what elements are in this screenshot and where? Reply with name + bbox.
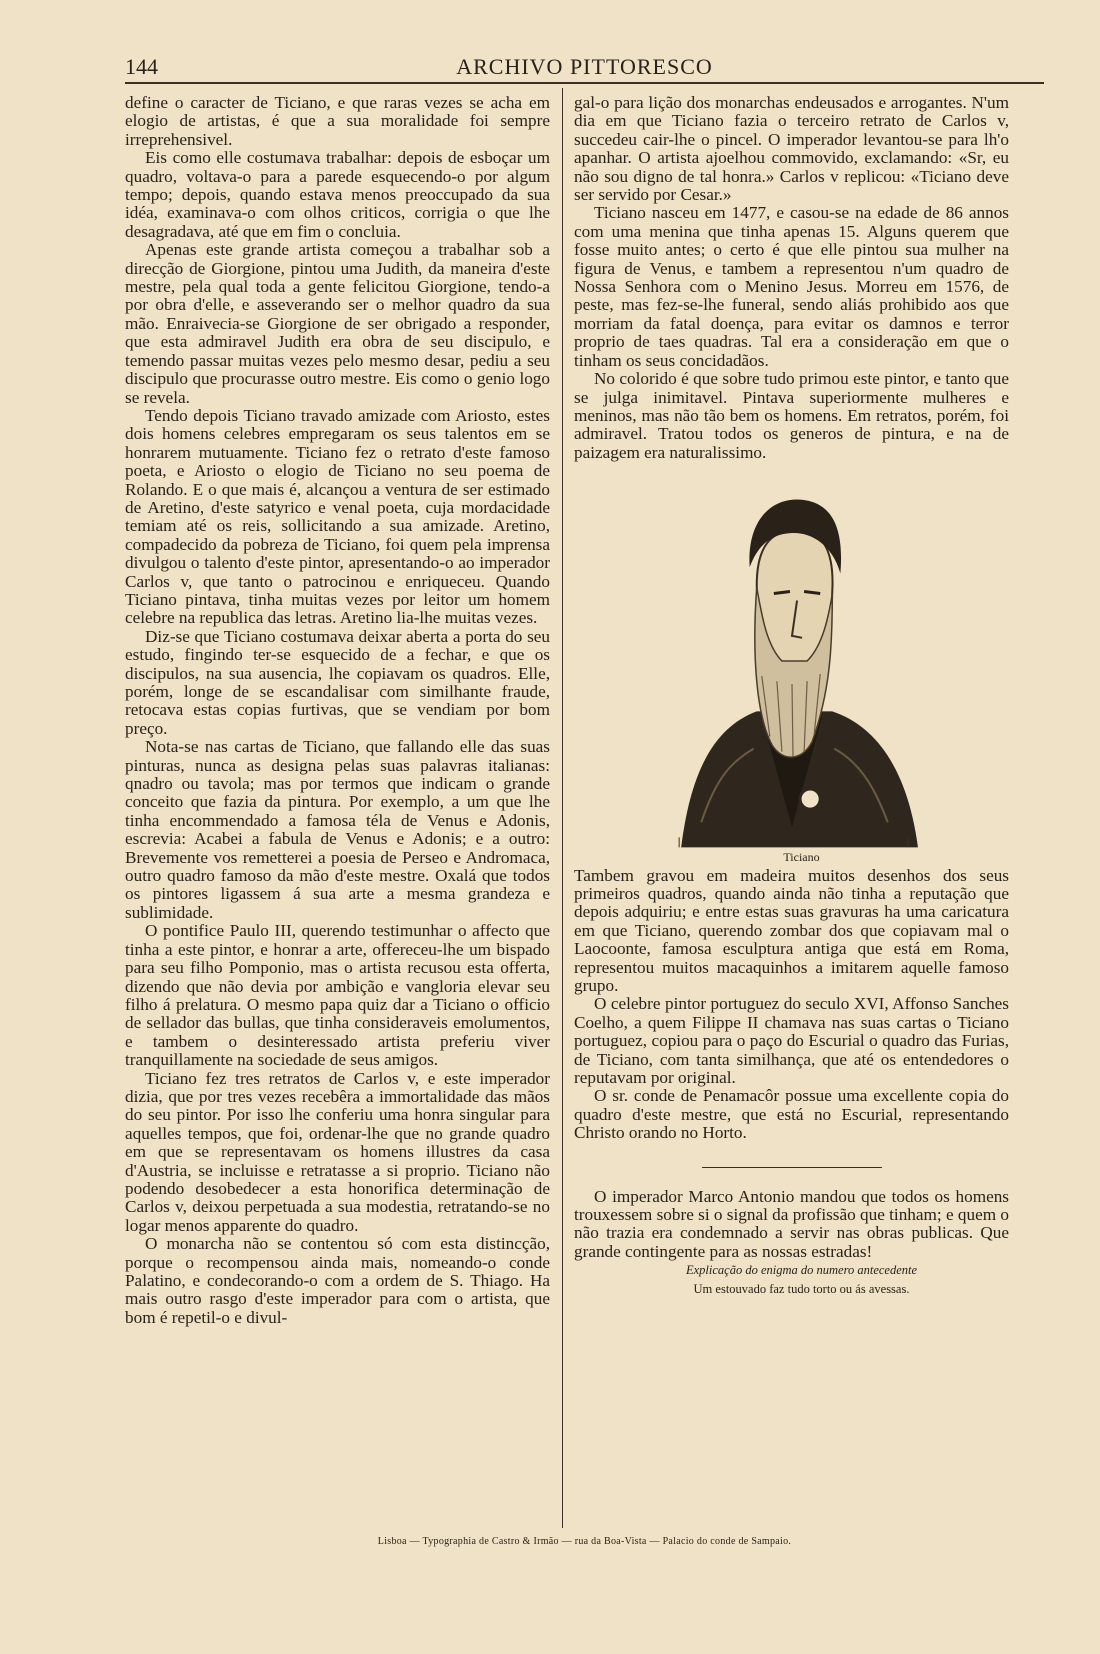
paragraph: Apenas este grande artista começou a trabalhar sob a direcção de Giorgione, pintou uma Judith, da maneira d'este mestre, pela qual toda a gente felicitou Giorgione, tendo-a por obra d'elle, e asseverando ser o melhor quadro da sua mão. Enraivecia-se Giorgione de ser obrigado a responder, que esta admiravel Judith era obra de seu discipulo, e temendo passar muitas vezes pelo mesmo desar, pediu a seu discipulo que procurasse outro mestre. Eis como o genio logo se revela.: [125, 240, 550, 407]
paragraph: No colorido é que sobre tudo primou este pintor, e tanto que se julga inimitavel. Pintava superiormente mulheres e meninos, mas não tão bem os homens. Em retratos, porém, foi admiravel. Tratou todos os generos de pintura, e na de paizagem era naturalissimo.: [574, 369, 1009, 462]
page-title: ARCHIVO PITTORESCO: [456, 54, 713, 79]
paragraph: Ticiano fez tres retratos de Carlos v, e este imperador dizia, que por tres vezes recebêra a immortalidade das mãos do seu pintor. Por isso lhe conferiu uma honra singular para aquelles tempos, que foi, ordenar-lhe que no grande quadro em que se representavam os homens illustres da casa d'Austria, se incluisse e retratasse a si proprio. Ticiano não podendo desobedecer a esta honorifica determinação de Carlos v, deixou perpetuada a sua modestia, retratando-se no logar menos apparente do quadro.: [125, 1068, 550, 1235]
section-rule: [702, 1167, 882, 1168]
portrait-caption: Ticiano: [783, 850, 820, 865]
enigma-answer: Um estouvado faz tudo torto ou ás avessas.: [693, 1281, 910, 1296]
paragraph: Tendo depois Ticiano travado amizade com Ariosto, estes dois homens celebres empregaram os seus talentos em se honrarem mutuamente. Ticiano fez o retrato d'este famoso poeta, e Ariosto o elogio de Ticiano no seu poema de Rolando. E o que mais é, alcançou a ventura de ser estimado de Aretino, d'este satyrico e venal poeta, cuja mordacidade temiam até os reis, sollicitando a sua amizade. Aretino, compadecido da pobreza de Ticiano, foi quem pela imprensa divulgou o talento d'este pintor, apresentando-o ao imperador Carlos v, que tanto o patrocinou e enriqueceu. Quando Ticiano pintava, tinha muitas vezes por leitor um homem celebre na republica das letras. Aretino lia-lhe muitas vezes.: [125, 405, 550, 628]
paragraph: Nota-se nas cartas de Ticiano, que fallando elle das suas pinturas, nunca as designa pelas suas palavras italianas: qnadro ou tavola; mas por termos que indicam o grande conceito que fazia da pintura. Por exemplo, a um que lhe tinha encommendado a famosa téla de Venus e Adonis, escrevia: Acabei a fabula de Venus e Adonis; e a outro: Brevemente vos remetterei a poesia de Perseo e Andromaca, outro quadro famoso da mão d'este mestre. Oxalá que todos os pintores ligassem á sua arte a mesma grandeza e sublimidade.: [125, 737, 550, 922]
paragraph: Diz-se que Ticiano costumava deixar aberta a porta do seu estudo, fingindo ter-se esquecido de a fechar, e que os discipulos, na sua ausencia, lhe copiavam os quadros. Elle, porém, longe de se escandalisar com similhante fraude, retocava estas copias furtivas, que se vendiam por bom preço.: [125, 626, 550, 738]
anecdote-paragraph: O imperador Marco Antonio mandou que todos os homens trouxessem sobre si o signal da profissão que tinham; e quem o não trazia era condemnado a servir nas obras publicas. Que grande contingente para as nossas estradas!: [574, 1186, 1009, 1261]
paragraph: O celebre pintor portuguez do seculo XVI, Affonso Sanches Coelho, a quem Filippe II chamava nas suas cartas o Ticiano portuguez, copiou para o paço do Escurial o quadro das Furias, de Ticiano, com tanta similhança, que até os entendedores o reputavam por original.: [574, 994, 1009, 1087]
page-number: 144: [125, 54, 158, 79]
right-column: [574, 94, 1009, 1298]
column-divider: [562, 88, 563, 1528]
header-rule: [125, 82, 1044, 84]
paragraph: O sr. conde de Penamacôr possue uma excellente copia do quadro d'este mestre, que está no Escurial, representando Christo orando no Horto.: [574, 1086, 1009, 1143]
paragraph: define o caracter de Ticiano, e que raras vezes se acha em elogio de artistas, é que a sua moralidade foi sempre irreprehensivel.: [125, 93, 550, 149]
paragraph: O pontifice Paulo III, querendo testimunhar o affecto que tinha a este pintor, e honrar a arte, offereceu-lhe um bispado para seu filho Pomponio, mas o artista recusou esta offerta, dizendo que não devia por ambição e vangloria elevar seu filho á prelatura. O mesmo papa quiz dar a Ticiano o officio de sellador das bullas, que tinha consideraveis emolumentos, e tambem o desinteressado artista preferiu viver tranquillamente na sociedade de seus amigos.: [125, 921, 550, 1070]
paragraph: Tambem gravou em madeira muitos desenhos dos seus primeiros quadros, quando ainda não tinha a reputação que depois adquiriu; e entre estas suas gravuras ha uma caricatura em que Ticiano, querendo zombar dos que copiavam mal o Laocoonte, famosa esculptura antiga que está em Roma, representou muitos macaquinhos a imitarem aquelle famoso grupo.: [574, 865, 1009, 995]
paragraph: Eis como elle costumava trabalhar: depois de esboçar um quadro, voltava-o para a parede esquecendo-o por algum tempo; depois, quando estava menos preoccupado da sua idéa, examinava-o com olhos criticos, corrigia o que lhe desagradava, até que em fim o concluia.: [125, 148, 550, 241]
page-header: [125, 52, 1044, 82]
paragraph: Ticiano nasceu em 1477, e casou-se na edade de 86 annos com uma menina que tinha apenas 15. Alguns querem que fosse muito antes; o certo é que elle pintou sua mulher na figura de Venus, e tambem a representou n'um quadro de Nossa Senhora com o Menino Jesus. Morreu em 1576, de peste, mas fez-se-lhe funeral, sendo aliás prohibido aos que morriam da fatal doença, para evitar os damnos e terror proprio de taes quadras. Tal era a consideração em que o tinham os seus concidadãos.: [574, 203, 1009, 370]
paragraph: gal-o para lição dos monarchas endeusados e arrogantes. N'um dia em que Ticiano fazia o terceiro retrato de Carlos v, succedeu cair-lhe o pincel. O imperador levantou-se para lh'o apanhar. O artista ajoelhou commovido, exclamando: «Sr, eu não sou digno de tal honra.» Carlos v replicou: «Ticiano deve ser servido por Cesar.»: [574, 93, 1009, 205]
imprint-footer: Lisboa — Typographia de Castro & Irmão — rua da Boa-Vista — Palacio do conde de Sampaio.: [377, 1536, 792, 1547]
left-column: [125, 94, 550, 1327]
enigma-heading: Explicação do enigma do numero antecedente: [685, 1263, 918, 1278]
paragraph: O monarcha não se contentou só com esta distincção, porque o recompensou ainda mais, nomeando-o conde Palatino, e condecorando-o com a ordem de S. Thiago. Ha mais outro rasgo d'este imperador para com o artista, que bom é repetil-o e divul-: [125, 1234, 550, 1327]
portrait-engraving-icon: [661, 474, 923, 848]
